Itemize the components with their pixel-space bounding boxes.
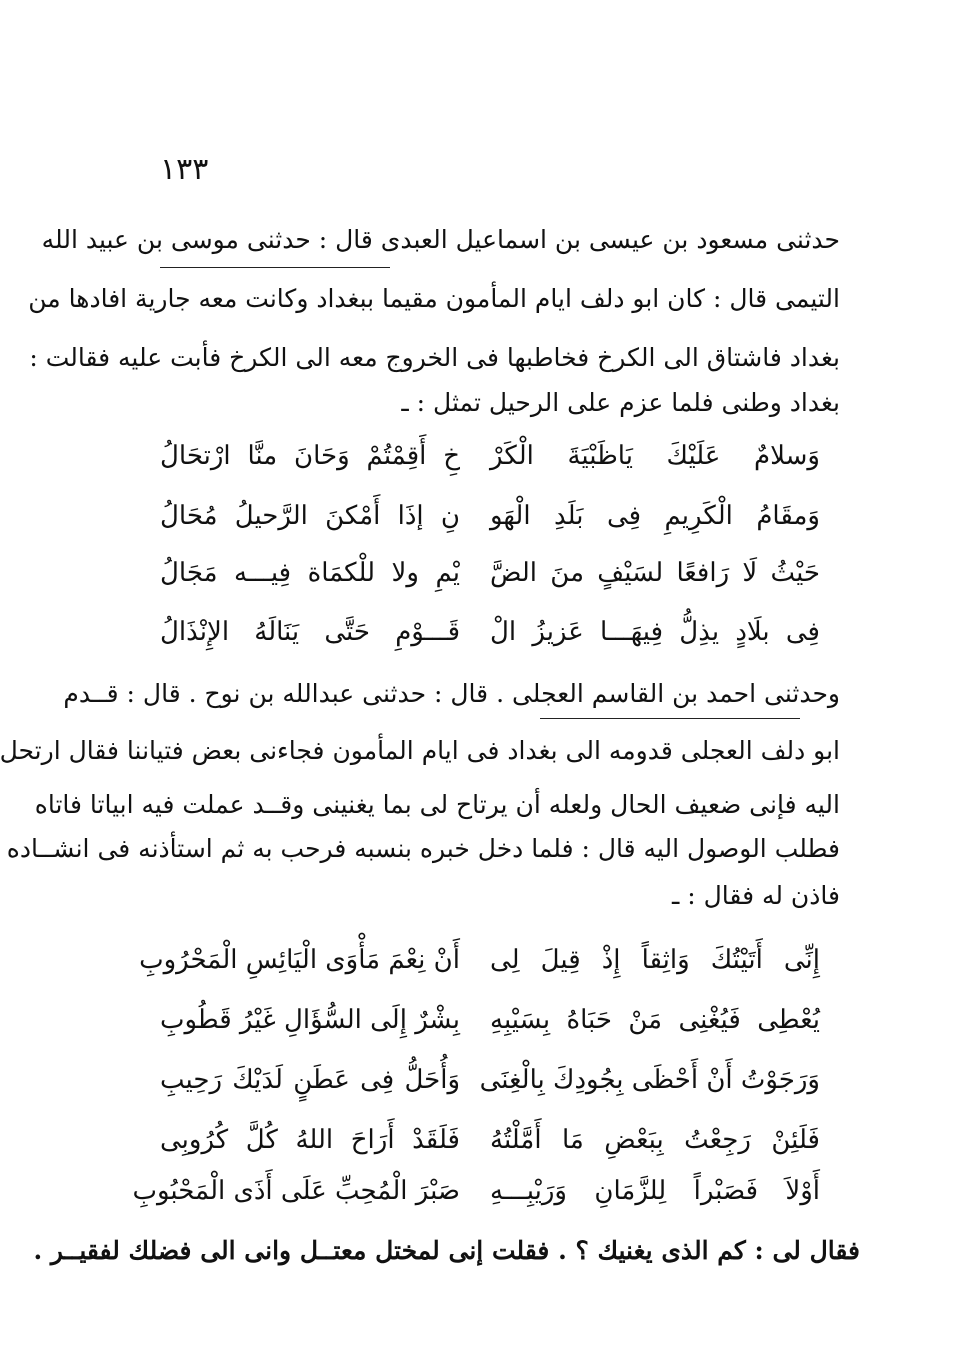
poem-2-verse-1 bbox=[139, 932, 820, 988]
poem-1-verse-3-first-hemistich: حَيْثُ لَا رَافعًا لسَيْفٍ منَ الضَّ bbox=[490, 558, 820, 588]
poem-1-verse-2-second-hemistich: نِ إذَا أَمْكنَ الرَّحيلُ مُحَالُ bbox=[160, 501, 460, 531]
poem-2-verse-4 bbox=[160, 1112, 820, 1168]
poem-2-verse-3-first-hemistich: وَرَجَوْتُ أَنْ أَحْظَى بِجُودِكَ بِالْغِنَى bbox=[479, 1065, 820, 1095]
paragraph-2-line-4: فطلب الوصول اليه قال : فلما دخل خبره بنسبه فرحب به ثم استأذنه فى انشــاده bbox=[6, 834, 840, 863]
poem-1-verse-4 bbox=[160, 604, 820, 660]
poem-1-verse-1-second-hemistich: خِ أَقِمْتُمْ وَحَانَ منَّا ارْتحَالُ bbox=[160, 441, 460, 471]
closing-line: فقال لى : كم الذى يغنيك ؟ . فقلت إنى لمختل معتــل وانى الى فضلك لفقيــر . bbox=[33, 1236, 860, 1265]
poem-1-verse-3-second-hemistich: يْمِ ولا للْكمَاة فِيـــه مَجَالُ bbox=[160, 558, 460, 588]
paragraph-1-line-3: بغداد فاشتاق الى الكرخ فخاطبها فى الخروج معه الى الكرخ فأبت عليه فقالت : bbox=[29, 343, 840, 372]
poem-2-verse-1-first-hemistich: إِنِّى أَتَيْتُكَ وَاثِقاً إِذْ قِيلَ لِى bbox=[490, 945, 820, 975]
poem-2-verse-5-first-hemistich: أَوْلاَ فَصَبْراً لِلزَّمَانِ وَرَيْبِـــهِ bbox=[490, 1176, 820, 1206]
poem-1-verse-1 bbox=[160, 428, 820, 484]
poem-2-verse-3-second-hemistich: وَأُحَلُّ فِى عَطَنٍ لَدَيْكَ رَحِيبِ bbox=[160, 1065, 460, 1095]
paragraph-1-line-2: التيمى قال : كان ابو دلف ايام المأمون مقيما ببغداد وكانت معه جارية افادها من bbox=[28, 284, 840, 313]
poem-2-verse-5 bbox=[132, 1163, 820, 1219]
poem-1-verse-2 bbox=[160, 488, 820, 544]
divider-rule bbox=[160, 267, 390, 268]
poem-2-verse-3 bbox=[160, 1052, 820, 1108]
poem-2-verse-5-second-hemistich: صَبْرَ الْمُحِبِّ عَلَى أَذَى الْمَحْبُوبِ bbox=[132, 1176, 460, 1206]
paragraph-2-line-3: اليه فإنى ضعيف الحال ولعله أن يرتاح لى بما يغنينى وقــد عملت فيه ابياتا فاتاه bbox=[34, 790, 840, 819]
paragraph-2-line-2: ابو دلف العجلى قدومه الى بغداد فى ايام المأمون فجاءنى بعض فتياننا فقال ارتحل bbox=[0, 736, 840, 765]
poem-2-verse-2-second-hemistich: بِشْرٌ إِلَى السُّؤَالِ غَيْرُ قَطُوبِ bbox=[160, 1005, 460, 1035]
poem-1-verse-4-second-hemistich: قَـــوْمِ حَتَّى يَنَالَهُ الإِنْذَالُ bbox=[160, 617, 460, 647]
poem-2-verse-2 bbox=[160, 992, 820, 1048]
paragraph-1-line-4: بغداد وطنى فلما عزم على الرحيل تمثل : ـ bbox=[401, 388, 840, 417]
poem-1-verse-2-first-hemistich: وَمقَامُ الْكَرِيمِ فِى بَلَدِ الْهَو bbox=[490, 501, 820, 531]
poem-2-verse-1-second-hemistich: أَنْ نِعْمَ مَأْوَى الْيَائِسِ الْمَحْرُوبِ bbox=[139, 945, 460, 975]
underline-rule bbox=[540, 718, 800, 719]
paragraph-2-line-5: فاذن له فقال : ـ bbox=[672, 881, 840, 910]
paragraph-1-line-1: حدثنى مسعود بن عيسى بن اسماعيل العبدى قال : حدثنى موسى بن عبيد الله bbox=[41, 225, 840, 254]
poem-1-verse-1-first-hemistich: وَسلامٌ عَلَيْكَ يَاظَبْيَةَ الْكَرْ bbox=[490, 441, 820, 471]
poem-1-verse-4-first-hemistich: فِى بلَادٍ يذِلُّ فِيهَـــا عَزيزُ الْ bbox=[490, 617, 820, 647]
poem-2-verse-2-first-hemistich: يُعْطِى فَيُغْنِى مَنْ حَبَاهُ بِسَيْبِهِ bbox=[490, 1005, 820, 1035]
poem-2-verse-4-second-hemistich: فَلَقَدْ أَرَاحَ اللهُ كُلَّ كُرُوبِى bbox=[160, 1125, 460, 1155]
poem-2-verse-4-first-hemistich: فَلَئِنْ رَجِعْتُ بِبَعْضِ مَا أَمَّلْتُهُ bbox=[490, 1125, 820, 1155]
page-number: ١٣٣ bbox=[160, 152, 209, 187]
poem-1-verse-3 bbox=[160, 545, 820, 601]
paragraph-2-line-1: وحدثنى احمد بن القاسم العجلى . قال : حدثنى عبدالله بن نوح . قال : قــدم bbox=[63, 679, 840, 708]
